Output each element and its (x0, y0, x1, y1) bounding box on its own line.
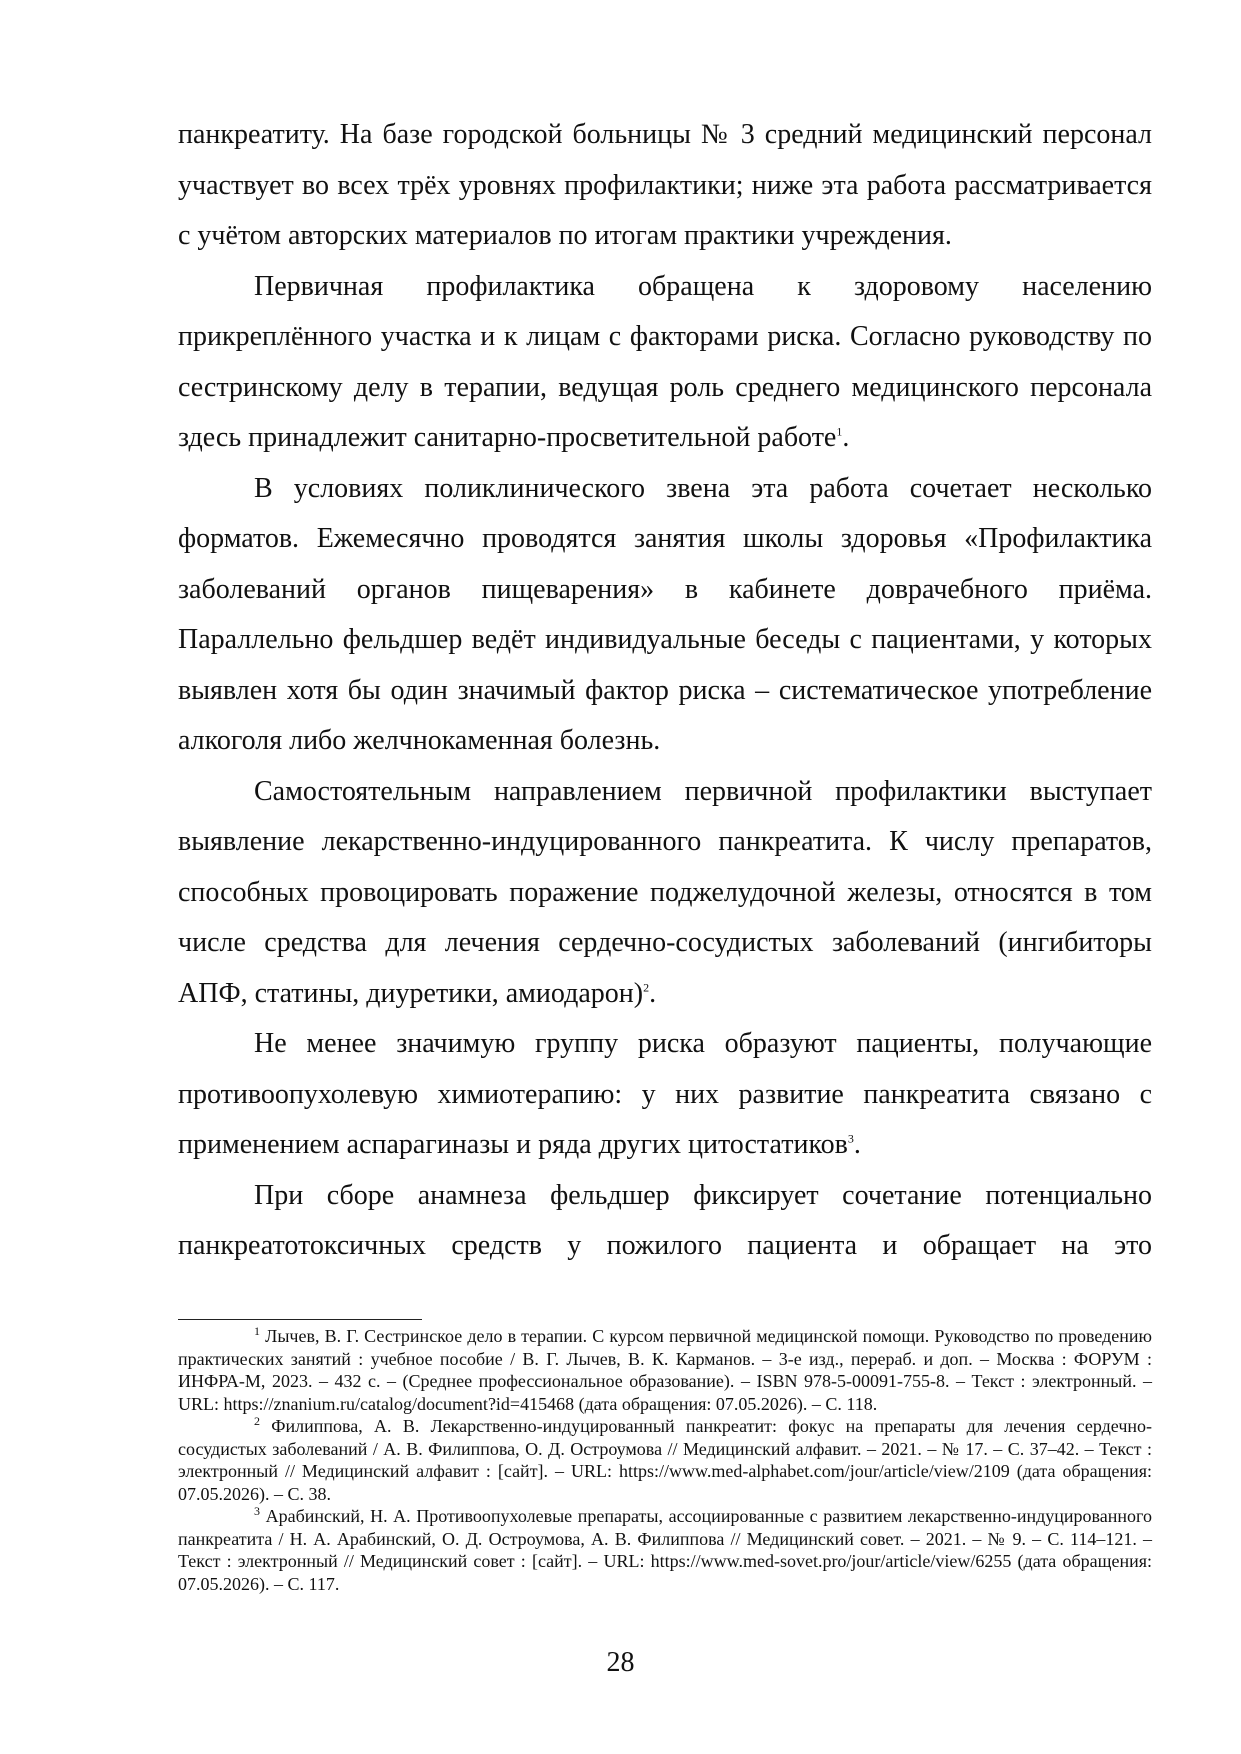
footnote-number: 1 (254, 1324, 260, 1338)
footnote-number: 2 (254, 1414, 260, 1428)
paragraph-2 (178, 262, 1152, 464)
paragraph-text: При сборе анамнеза фельдшер фиксирует сочетание потенциально панкреатотоксичных средств у пожилого пациента и обращает на это (178, 1179, 1152, 1261)
paragraph-tail: . (842, 422, 850, 453)
paragraph-4 (178, 767, 1152, 1020)
paragraph-6 (178, 1171, 1152, 1272)
footnote-3 (178, 1505, 1152, 1595)
paragraph-1 (178, 110, 1152, 262)
footnote-ref-1[interactable]: 1 (836, 424, 843, 439)
body-text (178, 110, 1152, 1272)
paragraph-text: Самостоятельным направлением первичной профилактики выступает выявление лекарственно-индуцированного панкреатита. К числу препаратов, способных провоцировать поражение поджелудочной железы, относятся в том числе средства для лечения сердечно-сосудистых заболеваний (ингибиторы АПФ, статины, диуретики, амиодарон) (178, 775, 1152, 1009)
page-number: 28 (606, 1647, 635, 1678)
footnote-1 (178, 1325, 1152, 1415)
footnote-2 (178, 1415, 1152, 1505)
footnote-text: Арабинский, Н. А. Противоопухолевые препараты, ассоциированные с развитием лекарственно-индуцированного панкреатита / Н. А. Арабинский, О. Д. Остроумова, А. В. Филиппова // Медицинский совет. – 2021. – № 9. – С. 114–121. – Текст : электронный // Медицинский совет : [сайт]. – URL: https://www.med-sovet.pro/jour/article/view/6255 (дата обращения: 07.05.2026). – С. 117. (178, 1506, 1152, 1594)
paragraph-text: Первичная профилактика обращена к здоровому населению прикреплённого участка и к лицам с факторами риска. Согласно руководству по сестринскому делу в терапии, ведущая роль среднего медицинского персонала здесь принадлежит санитарно-просветительной работе (178, 270, 1152, 453)
footnote-text: Филиппова, А. В. Лекарственно-индуцированный панкреатит: фокус на препараты для лечения сердечно-сосудистых заболеваний / А. В. Филиппова, О. Д. Остроумова // Медицинский алфавит. – 2021. – № 17. – С. 37–42. – Текст : электронный // Медицинский алфавит : [сайт]. – URL: https://www.med-alphabet.com/jour/article/view/2109 (дата обращения: 07.05.2026). – С. 38. (178, 1416, 1152, 1504)
paragraph-text: В условиях поликлинического звена эта работа сочетает несколько форматов. Ежемесячно проводятся занятия школы здоровья «Профилактика заболеваний органов пищеварения» в кабинете доврачебного приёма. Параллельно фельдшер ведёт индивидуальные беседы с пациентами, у которых выявлен хотя бы один значимый фактор риска – систематическое употребление алкоголя либо желчнокаменная болезнь. (178, 472, 1152, 756)
footnote-number: 3 (254, 1504, 260, 1518)
footnote-text: Лычев, В. Г. Сестринское дело в терапии. С курсом первичной медицинской помощи. Руководство по проведению практических занятий : учебное пособие / В. Г. Лычев, В. К. Карманов. – 3-е изд., перераб. и доп. – Москва : ФОРУМ : ИНФРА-М, 2023. – 432 с. – (Среднее профессиональное образование). – ISBN 978-5-00091-755-8. – Текст : электронный. – URL: https://znanium.ru/catalog/document?id=415468 (дата обращения: 07.05.2026). – С. 118. (178, 1326, 1153, 1414)
footnote-ref-3[interactable]: 3 (847, 1131, 854, 1146)
footnote-separator (178, 1319, 422, 1320)
footnote-ref-2[interactable]: 2 (643, 980, 650, 995)
paragraph-tail: . (853, 1129, 861, 1160)
footnotes (178, 1325, 1152, 1595)
paragraph-text: Не менее значимую группу риска образуют пациенты, получающие противоопухолевую химиотерапию: у них развитие панкреатита связано с применением аспарагиназы и ряда других цитостатиков (178, 1028, 1152, 1160)
paragraph-3 (178, 464, 1152, 767)
paragraph-tail: . (649, 977, 657, 1009)
paragraph-text: панкреатиту. На базе городской больницы № 3 средний медицинский персонал участвует во всех трёх уровнях профилактики; ниже эта работа рассматривается с учётом авторских материалов по итогам практики учреждения. (178, 119, 1152, 251)
paragraph-5 (178, 1019, 1152, 1171)
